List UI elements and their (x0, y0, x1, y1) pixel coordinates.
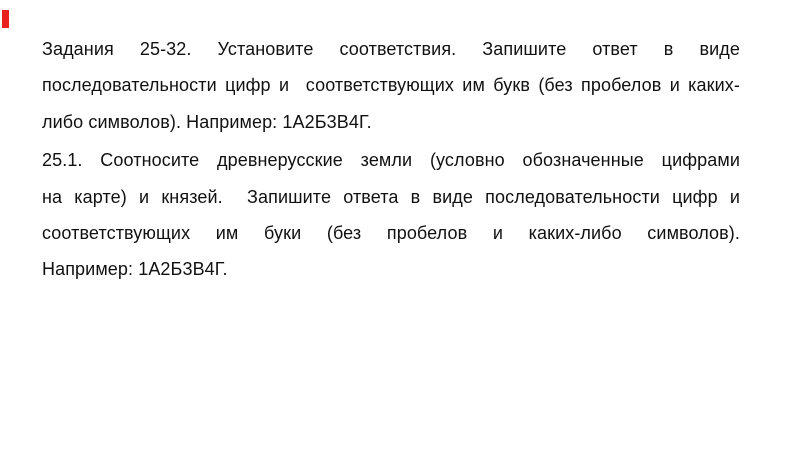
text-line: последовательности цифр и соответствующих им букв (без пробелов и каких- (42, 75, 740, 96)
paragraph-25-1 (42, 142, 740, 288)
text-line: Например: 1А2Б3В4Г. (42, 259, 228, 280)
text-line: на карте) и князей. Запишите ответа в виде последовательности цифр и (42, 186, 740, 207)
task-text-block (42, 31, 740, 288)
text-line: либо символов). Например: 1А2Б3В4Г. (42, 111, 372, 132)
text-line: 25.1. Соотносите древнерусские земли (условно обозначенные цифрами (42, 150, 740, 171)
text-line: соответствующих им буки (без пробелов и каких-либо символов). (42, 223, 740, 244)
text-line: Задания 25-32. Установите соответствия. Запишите ответ в виде (42, 39, 740, 59)
red-marker (2, 10, 9, 28)
paragraph-intro (42, 31, 740, 140)
